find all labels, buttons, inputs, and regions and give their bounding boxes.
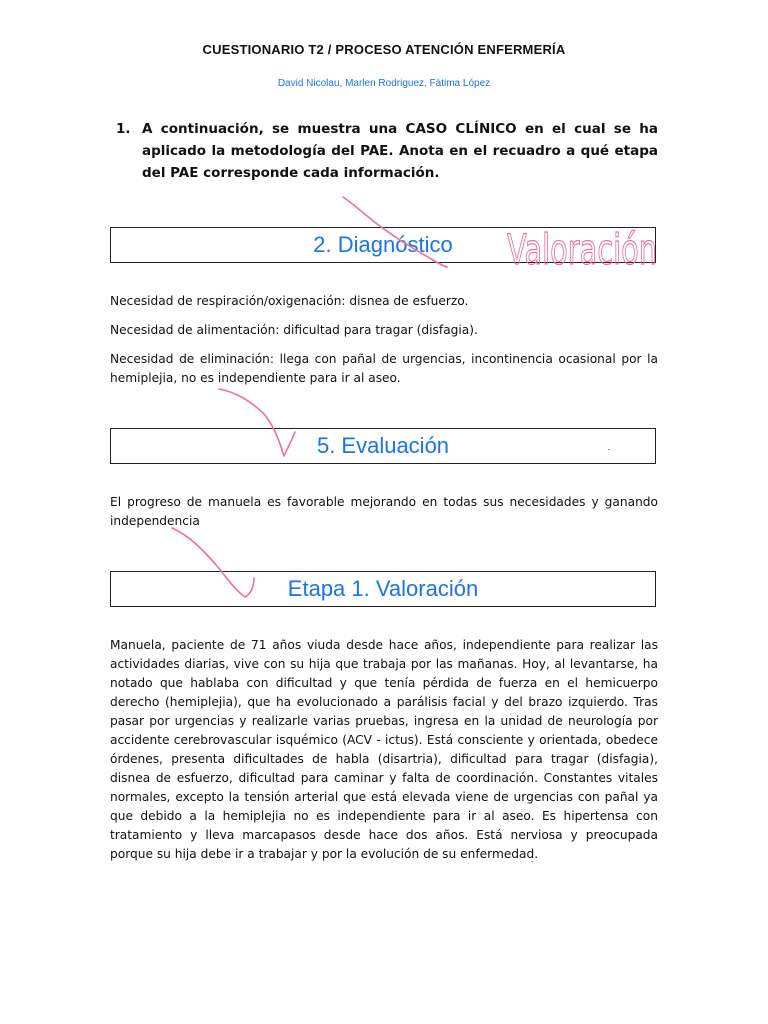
question-number: 1.	[116, 121, 131, 137]
stage-box-label: Etapa 1. Valoración	[287, 576, 479, 601]
authors-line: David Nicolau, Marlen Rodriguez, Fàtima López	[277, 78, 491, 89]
need-line-eliminacion: Necesidad de eliminación: llega con pañal de urgencias, incontinencia ocasional por la hemiplejia, no es independiente para ir al aseo.	[110, 352, 658, 385]
pen-stroke-arrow-3	[172, 528, 254, 597]
need-line-respiracion: Necesidad de respiración/oxigenación: disnea de esfuerzo.	[110, 294, 469, 308]
pen-stroke-arrow-1	[343, 197, 447, 267]
stage-box-label: 5. Evaluación	[316, 433, 450, 458]
pen-stroke-arrow-2	[219, 389, 295, 456]
evaluacion-text: El progreso de manuela es favorable mejorando en todas sus necesidades y ganando independencia	[110, 495, 658, 528]
stage-box-label: 2. Diagnóstico	[313, 232, 453, 257]
question-text: A continuación, se muestra una CASO CLÍNICO en el cual se ha aplicado la metodología del PAE. Anota en el recuadro a qué etapa del PAE corresponde cada información.	[142, 121, 658, 181]
need-line-alimentacion: Necesidad de alimentación: dificultad para tragar (disfagia).	[110, 323, 478, 337]
document-title: CUESTIONARIO T2 / PROCESO ATENCIÓN ENFERMERÍA	[202, 42, 566, 57]
handwritten-word: Valoración	[507, 225, 657, 274]
case-text: Manuela, paciente de 71 años viuda desde hace años, independiente para realizar las actividades diarias, vive con su hija que trabaja por las mañanas. Hoy, al levantarse, ha notado que hablaba con dificultad y que tenía pérdida de fuerza en el hemicuerpo derecho (hemiplejia), que ha evolucionado a parálisis facial y del brazo izquierdo. Tras pasar por urgencias y realizarle varias pruebas, ingresa en la unidad de neurología por accidente cerebrovascular isquémico (ACV - ictus). Está consciente y orientada, obedece órdenes, presenta dificultades de habla (disartria), dificultad para tragar (disfagia), disnea de esfuerzo, dificultad para caminar y falta de coordinación. Constantes vitales normales, excepto la tensión arterial que está elevada viene de urgencias con pañal ya que debido a la hemiplejia no es independiente para ir al aseo. Es hipertensa con tratamiento y lleva marcapasos desde hace dos años. Está nerviosa y preocupada porque su hija debe ir a trabajar y por la evolución de su enfermedad.	[110, 638, 658, 861]
